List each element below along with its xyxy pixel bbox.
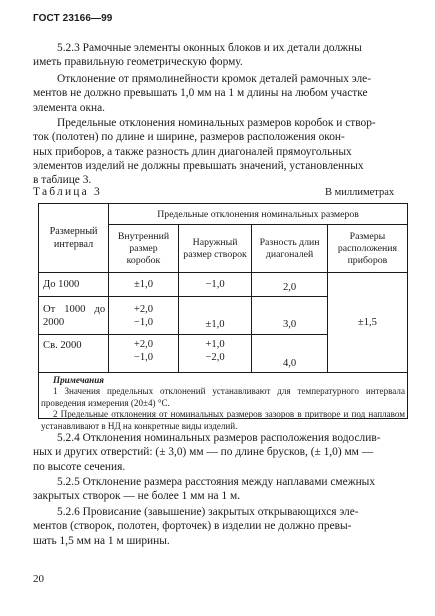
clause-5-2-5 [33, 475, 408, 504]
inner-cell: ±1,0 [109, 273, 179, 297]
table-title: Таблица 3 [33, 186, 102, 198]
text-line: элементов изделий не должны превышать значений, установленных [33, 159, 364, 172]
header-inner-box-size: Внутренний размер коробок [109, 225, 179, 273]
text-line: ных приборов, а также разность длин диагоналей прямоугольных [33, 145, 352, 158]
table-row [39, 273, 407, 297]
text-line: 5.2.4 Отклонения номинальных размеров расположения водослив- [57, 432, 381, 444]
interval-cell: От 1000 до 2000 [39, 297, 109, 335]
diagonal-cell: 3,0 [252, 297, 328, 335]
text-line: 5.2.3 Рамочные элементы оконных блоков и их детали должны [57, 42, 362, 54]
notes-title: Примечания [53, 375, 104, 385]
clause-5-2-4 [33, 431, 408, 474]
outer-cell: −1,0 [178, 273, 252, 297]
text-line: иметь правильную геометрическую форму. [33, 56, 243, 69]
table-notes [41, 375, 405, 432]
text-line: ментов не должно превышать 1,0 мм на 1 м длины на любом участке [33, 87, 368, 100]
fittings-cell: ±1,5 [327, 273, 407, 373]
text-line: закрытых створок — не более 1 мм на 1 м. [33, 490, 241, 503]
clause-5-2-3 [33, 41, 408, 70]
clause-5-2-6 [33, 505, 408, 548]
text-line: ток (полотен) по длине и ширине, размеров расположения окон- [33, 131, 345, 144]
header-limit-deviations: Предельные отклонения номинальных размеров [109, 204, 407, 225]
note-1: 1 Значения предельных отклонений устанавливают для температурного интервала проведения измерения (20±4) °С. [41, 386, 405, 408]
diagonal-cell: 4,0 [252, 335, 328, 373]
header-outer-sash-size: Наружный размер створок [178, 225, 252, 273]
document-code-header: ГОСТ 23166—99 [33, 13, 113, 24]
interval-cell: До 1000 [39, 273, 109, 297]
text-line: 5.2.6 Провисание (завышение) закрытых открывающихся эле- [57, 506, 359, 518]
header-diagonal-difference: Разность длин диагоналей [252, 225, 328, 273]
diagonal-cell: 2,0 [252, 273, 328, 297]
text-line: в таблице 3. [33, 174, 92, 187]
text-line: Предельные отклонения номинальных размеров коробок и створ- [57, 117, 376, 129]
header-fittings-position: Размеры расположения приборов [327, 225, 407, 273]
page-number: 20 [33, 573, 44, 585]
inner-cell: +2,0 −1,0 [109, 335, 179, 373]
straightness-deviation-paragraph [33, 72, 408, 115]
text-line: ных и других отверстий: (± 3,0) мм — по длине брусков, (± 1,0) мм — [33, 446, 374, 459]
table-3 [38, 203, 408, 431]
text-line: Отклонение от прямолинейности кромок деталей рамочных эле- [57, 73, 371, 85]
table-units: В миллиметрах [325, 187, 395, 198]
note-2: 2 Предельные отклонения от номинальных размеров зазоров в притворе и под наплавом устанавливают в НД на конкретные виды изделий. [41, 409, 405, 431]
outer-cell: ±1,0 [178, 297, 252, 335]
text-line: по высоте сечения. [33, 460, 126, 473]
text-line: 5.2.5 Отклонение размера расстояния между наплавами смежных [57, 476, 376, 488]
header-size-interval: Размерный интервал [39, 204, 109, 273]
outer-cell: +1,0 −2,0 [178, 335, 252, 373]
text-line: шать 1,5 мм на 1 м ширины. [33, 534, 170, 547]
text-line: элемента окна. [33, 101, 106, 114]
limit-deviations-paragraph [33, 116, 408, 187]
inner-cell: +2,0 −1,0 [109, 297, 179, 335]
text-line: ментов (створок, полотен, форточек) в изделии не должно превы- [33, 520, 352, 533]
interval-cell: Св. 2000 [39, 335, 109, 373]
deviations-table [39, 204, 407, 373]
